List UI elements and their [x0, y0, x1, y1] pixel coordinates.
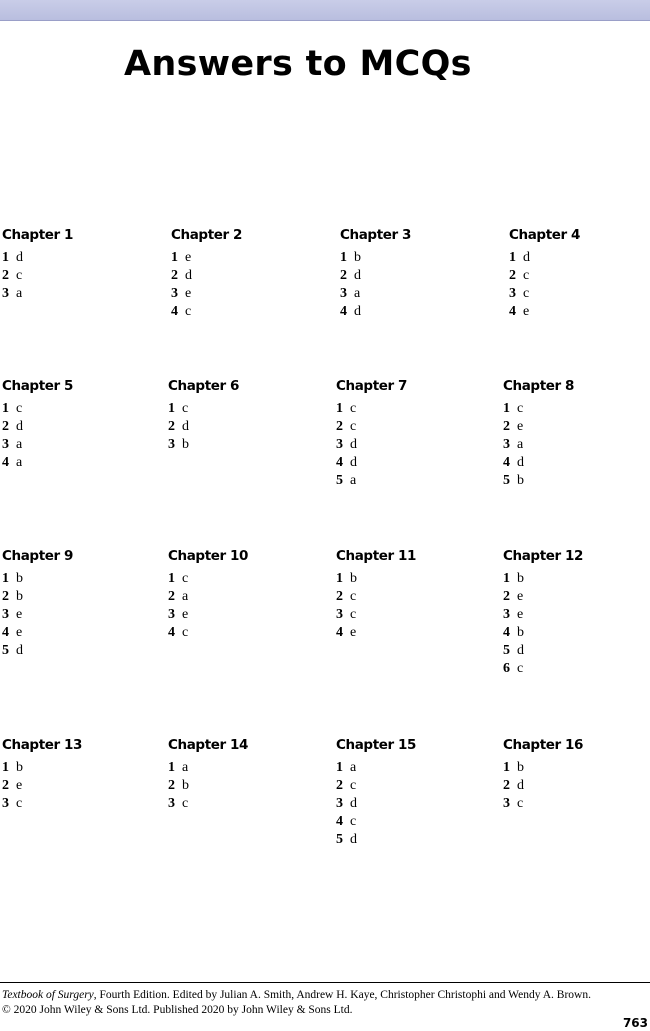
- answer-letter: d: [517, 643, 524, 658]
- question-number: 4: [509, 304, 516, 319]
- answer-letter: e: [16, 625, 23, 640]
- question-number: 2: [168, 419, 175, 434]
- question-number: 2: [2, 778, 9, 793]
- answer-letter: c: [517, 401, 524, 416]
- answer-letter: b: [354, 250, 361, 265]
- answer-row: [503, 570, 650, 588]
- answer-letter: c: [182, 625, 189, 640]
- answer-letter: a: [16, 437, 23, 452]
- question-number: 2: [2, 589, 9, 604]
- answer-letter: e: [517, 419, 524, 434]
- answer-letter: c: [182, 796, 189, 811]
- answer-letter: e: [517, 589, 524, 604]
- question-number: 5: [336, 473, 343, 488]
- answer-row: [503, 400, 650, 418]
- chapter-heading: Chapter 9: [2, 548, 74, 564]
- question-number: 4: [336, 625, 343, 640]
- answer-row: [2, 624, 152, 642]
- footer-line-1: [2, 988, 650, 1003]
- answer-row: [2, 285, 152, 303]
- answer-list: [2, 570, 152, 660]
- answer-list: [2, 759, 152, 813]
- question-number: 2: [503, 589, 510, 604]
- page-number: 763: [622, 1016, 648, 1030]
- answer-row: [336, 606, 486, 624]
- question-number: 4: [168, 625, 175, 640]
- answer-letter: a: [182, 760, 189, 775]
- answer-list: [336, 759, 486, 849]
- answer-letter: d: [354, 268, 361, 283]
- answer-letter: a: [16, 455, 23, 470]
- chapter-heading: Chapter 3: [340, 227, 412, 243]
- answer-row: [503, 472, 650, 490]
- answer-row: [340, 249, 490, 267]
- chapter-heading: Chapter 15: [336, 737, 417, 753]
- answer-row: [336, 418, 486, 436]
- question-number: 3: [503, 796, 510, 811]
- answer-row: [503, 759, 650, 777]
- chapter-heading: Chapter 12: [503, 548, 584, 564]
- answer-letter: c: [16, 796, 23, 811]
- answer-letter: b: [350, 571, 357, 586]
- question-number: 3: [168, 437, 175, 452]
- answer-letter: d: [350, 437, 357, 452]
- answer-list: [2, 249, 152, 303]
- question-number: 4: [336, 455, 343, 470]
- question-number: 1: [2, 760, 9, 775]
- answer-letter: d: [16, 643, 23, 658]
- answer-row: [336, 795, 486, 813]
- question-number: 3: [171, 286, 178, 301]
- answer-row: [336, 454, 486, 472]
- chapter-block: [336, 548, 486, 642]
- answer-letter: c: [523, 268, 530, 283]
- answer-list: [2, 400, 152, 472]
- answer-letter: c: [16, 268, 23, 283]
- answer-letter: b: [517, 473, 524, 488]
- answer-list: [168, 570, 318, 642]
- answer-letter: a: [16, 286, 23, 301]
- answer-letter: e: [517, 607, 524, 622]
- answer-letter: c: [350, 814, 357, 829]
- answer-row: [336, 831, 486, 849]
- chapter-heading: Chapter 10: [168, 548, 249, 564]
- answer-letter: b: [517, 625, 524, 640]
- chapter-heading: Chapter 1: [2, 227, 74, 243]
- answer-row: [2, 588, 152, 606]
- question-number: 5: [2, 643, 9, 658]
- question-number: 3: [2, 796, 9, 811]
- question-number: 6: [503, 661, 510, 676]
- question-number: 2: [503, 778, 510, 793]
- answer-letter: b: [182, 437, 189, 452]
- answer-row: [509, 249, 650, 267]
- chapter-block: [168, 548, 318, 642]
- answer-letter: b: [16, 760, 23, 775]
- question-number: 3: [168, 607, 175, 622]
- answer-row: [503, 777, 650, 795]
- question-number: 3: [336, 607, 343, 622]
- question-number: 3: [2, 437, 9, 452]
- answer-letter: c: [185, 304, 192, 319]
- chapter-block: [340, 227, 490, 321]
- answer-letter: c: [517, 796, 524, 811]
- answer-row: [2, 400, 152, 418]
- question-number: 1: [509, 250, 516, 265]
- question-number: 1: [2, 250, 9, 265]
- answer-row: [168, 606, 318, 624]
- question-number: 4: [2, 455, 9, 470]
- answer-row: [171, 249, 321, 267]
- chapter-heading: Chapter 4: [509, 227, 581, 243]
- answer-row: [171, 285, 321, 303]
- answer-row: [168, 795, 318, 813]
- answer-list: [503, 570, 650, 678]
- answer-row: [503, 795, 650, 813]
- question-number: 3: [168, 796, 175, 811]
- answer-letter: e: [523, 304, 530, 319]
- chapter-block: [2, 227, 152, 303]
- footer-divider: [0, 982, 650, 983]
- question-number: 1: [336, 571, 343, 586]
- question-number: 3: [2, 286, 9, 301]
- question-number: 2: [171, 268, 178, 283]
- answer-row: [509, 267, 650, 285]
- question-number: 4: [2, 625, 9, 640]
- answer-row: [336, 472, 486, 490]
- answer-letter: d: [185, 268, 192, 283]
- question-number: 2: [336, 589, 343, 604]
- question-number: 4: [340, 304, 347, 319]
- answer-row: [340, 303, 490, 321]
- answer-letter: b: [16, 589, 23, 604]
- answer-row: [336, 436, 486, 454]
- answer-letter: d: [16, 419, 23, 434]
- answer-row: [340, 285, 490, 303]
- question-number: 5: [503, 643, 510, 658]
- answer-row: [503, 418, 650, 436]
- answer-letter: a: [350, 760, 357, 775]
- book-title: Textbook of Surgery: [2, 989, 94, 1001]
- top-header-band: [0, 0, 650, 21]
- answer-letter: a: [517, 437, 524, 452]
- answer-row: [336, 777, 486, 795]
- answer-row: [168, 436, 318, 454]
- answer-row: [168, 400, 318, 418]
- answer-letter: a: [350, 473, 357, 488]
- answer-row: [503, 436, 650, 454]
- chapter-heading: Chapter 11: [336, 548, 417, 564]
- answer-letter: e: [185, 286, 192, 301]
- answer-letter: d: [16, 250, 23, 265]
- answer-list: [509, 249, 650, 321]
- answer-row: [336, 759, 486, 777]
- chapter-block: [171, 227, 321, 321]
- answer-row: [2, 454, 152, 472]
- answer-list: [336, 570, 486, 642]
- chapter-heading: Chapter 14: [168, 737, 249, 753]
- page-title: Answers to MCQs: [124, 44, 472, 84]
- question-number: 4: [503, 455, 510, 470]
- question-number: 3: [509, 286, 516, 301]
- answer-row: [171, 267, 321, 285]
- question-number: 3: [336, 437, 343, 452]
- question-number: 2: [168, 589, 175, 604]
- chapter-heading: Chapter 16: [503, 737, 584, 753]
- footer-citation: [2, 988, 650, 1018]
- question-number: 2: [336, 419, 343, 434]
- answer-row: [168, 588, 318, 606]
- question-number: 4: [336, 814, 343, 829]
- chapter-block: [2, 548, 152, 660]
- question-number: 3: [340, 286, 347, 301]
- answer-letter: d: [350, 832, 357, 847]
- answer-row: [503, 660, 650, 678]
- answer-letter: d: [350, 455, 357, 470]
- answer-list: [503, 759, 650, 813]
- answer-letter: b: [517, 760, 524, 775]
- question-number: 3: [503, 437, 510, 452]
- answer-letter: b: [517, 571, 524, 586]
- answer-row: [2, 795, 152, 813]
- answer-letter: c: [350, 778, 357, 793]
- answer-letter: d: [350, 796, 357, 811]
- answer-row: [503, 588, 650, 606]
- question-number: 1: [171, 250, 178, 265]
- answer-row: [336, 588, 486, 606]
- question-number: 1: [2, 571, 9, 586]
- question-number: 1: [168, 760, 175, 775]
- answer-letter: c: [350, 419, 357, 434]
- answer-letter: c: [350, 401, 357, 416]
- answer-row: [336, 813, 486, 831]
- answer-row: [168, 570, 318, 588]
- answer-row: [340, 267, 490, 285]
- answer-list: [168, 400, 318, 454]
- chapter-block: [2, 378, 152, 472]
- answer-letter: a: [354, 286, 361, 301]
- answer-letter: a: [182, 589, 189, 604]
- answer-letter: e: [350, 625, 357, 640]
- answer-row: [168, 624, 318, 642]
- question-number: 3: [2, 607, 9, 622]
- answer-row: [2, 777, 152, 795]
- answer-letter: c: [350, 607, 357, 622]
- footer-edition-editors: , Fourth Edition. Edited by Julian A. Smith, Andrew H. Kaye, Christopher Christophi and Wendy A. Brown.: [93, 989, 591, 1001]
- answer-row: [168, 418, 318, 436]
- answer-letter: d: [354, 304, 361, 319]
- answer-row: [509, 285, 650, 303]
- question-number: 5: [336, 832, 343, 847]
- question-number: 2: [168, 778, 175, 793]
- answer-letter: c: [523, 286, 530, 301]
- answer-row: [2, 436, 152, 454]
- answer-letter: d: [182, 419, 189, 434]
- question-number: 2: [2, 419, 9, 434]
- answer-row: [503, 454, 650, 472]
- answer-row: [168, 777, 318, 795]
- answer-row: [2, 267, 152, 285]
- answer-letter: c: [350, 589, 357, 604]
- answer-letter: e: [182, 607, 189, 622]
- answer-letter: b: [182, 778, 189, 793]
- answer-row: [171, 303, 321, 321]
- question-number: 2: [336, 778, 343, 793]
- answer-letter: e: [16, 778, 23, 793]
- answer-list: [340, 249, 490, 321]
- answer-row: [2, 418, 152, 436]
- chapter-heading: Chapter 5: [2, 378, 74, 394]
- answer-row: [2, 249, 152, 267]
- answer-row: [509, 303, 650, 321]
- question-number: 1: [2, 401, 9, 416]
- question-number: 2: [503, 419, 510, 434]
- answer-letter: c: [182, 571, 189, 586]
- answer-row: [503, 606, 650, 624]
- chapter-block: [336, 737, 486, 849]
- answer-letter: e: [16, 607, 23, 622]
- answer-list: [171, 249, 321, 321]
- question-number: 1: [336, 760, 343, 775]
- chapter-heading: Chapter 13: [2, 737, 83, 753]
- chapter-block: [503, 548, 650, 678]
- answer-row: [2, 570, 152, 588]
- answer-letter: c: [16, 401, 23, 416]
- question-number: 4: [503, 625, 510, 640]
- question-number: 5: [503, 473, 510, 488]
- answer-row: [336, 570, 486, 588]
- answer-row: [336, 400, 486, 418]
- answer-row: [2, 759, 152, 777]
- chapter-heading: Chapter 7: [336, 378, 408, 394]
- answer-list: [336, 400, 486, 490]
- chapter-heading: Chapter 8: [503, 378, 575, 394]
- answer-row: [503, 624, 650, 642]
- chapter-heading: Chapter 6: [168, 378, 240, 394]
- chapter-block: [503, 737, 650, 813]
- question-number: 2: [2, 268, 9, 283]
- question-number: 3: [503, 607, 510, 622]
- chapter-block: [336, 378, 486, 490]
- chapter-block: [168, 378, 318, 454]
- chapter-block: [509, 227, 650, 321]
- question-number: 1: [340, 250, 347, 265]
- answer-row: [168, 759, 318, 777]
- answer-letter: b: [16, 571, 23, 586]
- chapter-block: [168, 737, 318, 813]
- answer-letter: d: [517, 455, 524, 470]
- answer-letter: c: [517, 661, 524, 676]
- answer-row: [336, 624, 486, 642]
- answer-letter: c: [182, 401, 189, 416]
- answer-list: [168, 759, 318, 813]
- answer-list: [503, 400, 650, 490]
- chapter-block: [503, 378, 650, 490]
- question-number: 1: [503, 760, 510, 775]
- question-number: 2: [340, 268, 347, 283]
- answer-letter: d: [523, 250, 530, 265]
- question-number: 1: [503, 571, 510, 586]
- question-number: 3: [336, 796, 343, 811]
- chapter-heading: Chapter 2: [171, 227, 243, 243]
- question-number: 1: [168, 401, 175, 416]
- question-number: 1: [168, 571, 175, 586]
- question-number: 1: [503, 401, 510, 416]
- question-number: 2: [509, 268, 516, 283]
- question-number: 1: [336, 401, 343, 416]
- answer-row: [2, 606, 152, 624]
- answer-row: [2, 642, 152, 660]
- question-number: 4: [171, 304, 178, 319]
- answer-letter: e: [185, 250, 192, 265]
- answer-letter: d: [517, 778, 524, 793]
- answer-row: [503, 642, 650, 660]
- footer-copyright: © 2020 John Wiley & Sons Ltd. Published 2020 by John Wiley & Sons Ltd.: [2, 1004, 353, 1016]
- chapter-block: [2, 737, 152, 813]
